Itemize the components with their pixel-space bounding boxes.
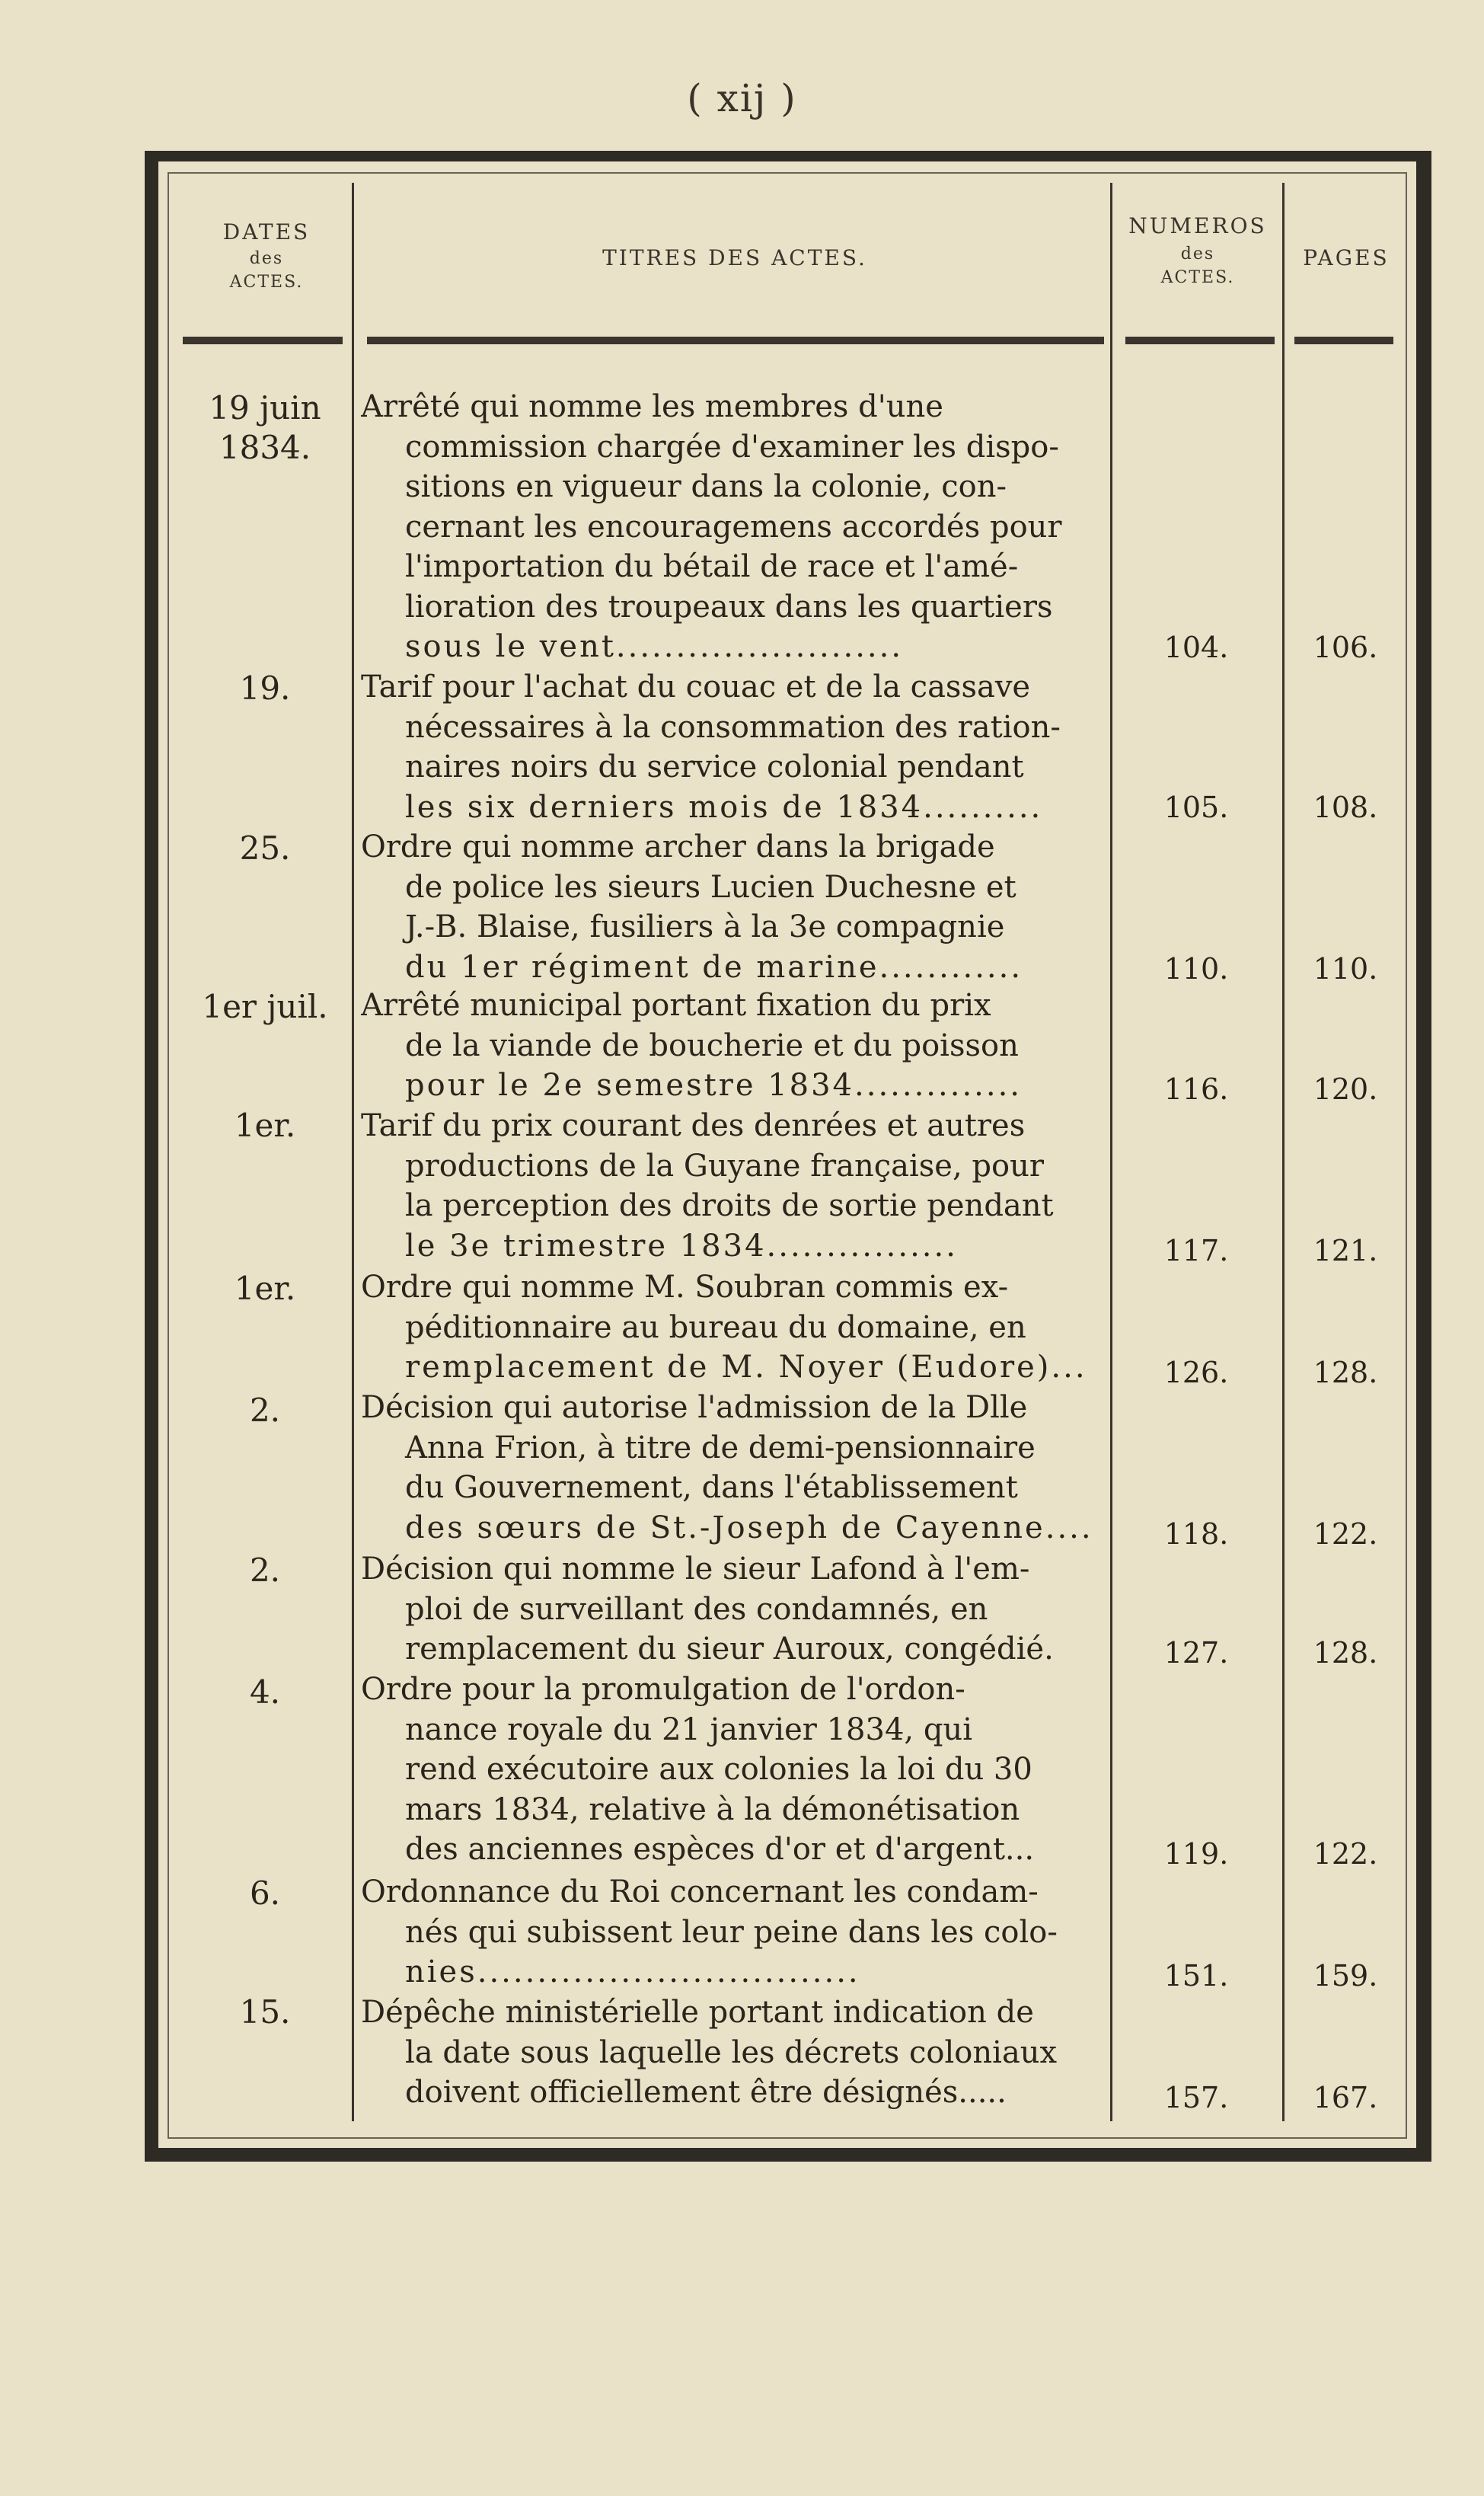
header-rule-dates [183,337,343,344]
numero-cell: 116. [1163,1072,1229,1106]
column-divider-numeros [1282,183,1285,2121]
header-rule-numeros [1125,337,1275,344]
title-line: productions de la Guyane française, pour [405,1148,1044,1184]
date-line: 2. [249,1552,281,1589]
header-rule-titres [367,337,1104,344]
date-line: 2. [249,1392,281,1429]
date-cell [181,1993,349,2032]
title-line: remplacement de M. Noyer (Eudore)... [405,1350,1087,1385]
header-pages [1285,245,1407,270]
title-line: nance royale du 21 janvier 1834, qui [405,1711,972,1747]
column-divider-dates [352,183,354,2121]
title-line: doivent officiellement être désignés..... [405,2075,1007,2110]
title-line: mars 1834, relative à la démonétisation [405,1791,1020,1827]
title-line: Tarif pour l'achat du couac et de la cassave [361,670,1031,705]
date-line: 4. [249,1673,281,1711]
title-line: lioration des troupeaux dans les quartiers [405,589,1053,625]
date-cell [181,1269,349,1309]
date-cell [181,1391,349,1430]
title-line: Tarif du prix courant des denrées et autres [361,1108,1026,1143]
title-line: Décision qui nomme le sieur Lafond à l'em- [361,1552,1030,1587]
header-numeros-line3: ACTES. [1160,268,1235,287]
title-line: commission chargée d'examiner les dispo- [405,429,1059,465]
page-cell: 122. [1313,1517,1378,1551]
page-cell: 128. [1313,1636,1378,1670]
numero-cell: 117. [1163,1234,1229,1267]
title-line: Décision qui autorise l'admission de la Dlle [361,1390,1028,1425]
date-cell [181,987,349,1027]
title-line: péditionnaire au bureau du domaine, en [405,1309,1026,1345]
title-line: Ordre pour la promulgation de l'ordon- [361,1672,965,1707]
title-cell [361,1670,1113,1870]
date-line: 1834. [219,429,311,466]
numero-cell: 118. [1163,1517,1229,1551]
title-line: Dépêche ministérielle portant indication de [361,1995,1034,2030]
page-cell: 120. [1313,1072,1378,1106]
date-cell [181,1551,349,1590]
title-line: pour le 2e semestre 1834.............. [405,1068,1023,1103]
numero-cell: 104. [1163,631,1229,664]
date-line: 19. [239,670,291,707]
title-cell [361,387,1113,667]
title-line: des sœurs de St.-Joseph de Cayenne.... [405,1510,1093,1545]
title-line: Ordonnance du Roi concernant les condam- [361,1874,1039,1910]
title-line: le 3e trimestre 1834................ [405,1228,958,1264]
title-line: naires noirs du service colonial pendant [405,749,1024,785]
title-line: les six derniers mois de 1834.......... [405,789,1043,825]
title-line: cernant les encouragemens accordés pour [405,509,1062,545]
header-rule-pages [1294,337,1393,344]
title-cell [361,667,1113,827]
date-line: 1er. [234,1107,296,1144]
date-line: 6. [249,1874,281,1912]
date-cell [181,1874,349,1913]
title-line: du 1er régiment de marine............ [405,949,1023,985]
title-line: sous le vent........................ [405,629,904,664]
page-cell: 106. [1313,631,1378,664]
title-line: Arrêté qui nomme les membres d'une [361,389,943,424]
title-line: des anciennes espèces d'or et d'argent... [405,1832,1035,1867]
numero-cell: 151. [1163,1959,1229,1993]
title-cell [361,1106,1113,1266]
date-line: 15. [239,1993,291,2031]
title-line: Arrêté municipal portant fixation du prix [361,988,991,1023]
title-line: nécessaires à la consommation des ration- [405,709,1061,745]
numero-cell: 127. [1163,1636,1229,1670]
title-line: la date sous laquelle les décrets coloniaux [405,2034,1058,2070]
title-line: J.-B. Blaise, fusiliers à la 3e compagnie [405,909,1005,944]
title-cell [361,1267,1113,1388]
header-dates-line1: DATES [222,219,311,244]
title-cell [361,827,1113,987]
header-dates-line3: ACTES. [229,273,304,292]
numero-cell: 119. [1163,1837,1229,1871]
header-dates [183,219,350,292]
date-cell [181,388,349,468]
title-cell [361,986,1113,1106]
date-line: 1er. [234,1270,296,1307]
title-line: rend exécutoire aux colonies la loi du 30 [405,1752,1032,1787]
title-line: de police les sieurs Lucien Duchesne et [405,869,1016,905]
title-cell [361,1872,1113,1993]
numero-cell: 126. [1163,1356,1229,1389]
page-cell: 110. [1313,952,1378,986]
title-line: l'importation du bétail de race et l'amé- [405,549,1019,584]
title-line: sitions en vigueur dans la colonie, con- [405,469,1007,504]
title-cell [361,1549,1113,1670]
date-cell [181,1106,349,1146]
title-line: la perception des droits de sortie pendant [405,1188,1054,1223]
page-cell: 167. [1313,2081,1378,2114]
title-line: Anna Frion, à titre de demi-pensionnaire [405,1430,1036,1465]
header-titres-text: TITRES DES ACTES. [602,245,867,270]
date-cell [181,669,349,708]
header-numeros [1113,213,1282,287]
title-line: Ordre qui nomme archer dans la brigade [361,829,995,864]
header-numeros-line2: des [1180,244,1215,264]
title-cell [361,1993,1113,2113]
date-line: 1er juil. [202,988,328,1025]
title-line: de la viande de boucherie et du poisson [405,1027,1019,1063]
numero-cell: 105. [1163,791,1229,824]
date-cell [181,829,349,868]
header-pages-text: PAGES [1303,245,1390,270]
page-cell: 121. [1313,1234,1378,1267]
page-cell: 108. [1313,791,1378,824]
page-folio: ( xij ) [687,76,797,120]
title-line: nies................................ [405,1954,860,1989]
title-line: remplacement du sieur Auroux, congédié. [405,1632,1054,1667]
date-cell [181,1673,349,1712]
date-line: 25. [239,829,291,867]
header-dates-line2: des [249,249,284,268]
header-numeros-line1: NUMEROS [1128,213,1267,238]
page-cell: 128. [1313,1356,1378,1389]
title-cell [361,1388,1113,1548]
numero-cell: 157. [1163,2081,1229,2114]
page-cell: 122. [1313,1837,1378,1871]
title-line: Ordre qui nomme M. Soubran commis ex- [361,1270,1009,1305]
title-line: nés qui subissent leur peine dans les colo- [405,1914,1058,1950]
page-cell: 159. [1313,1959,1378,1993]
date-line: 19 juin [209,389,321,427]
header-titres [358,245,1112,270]
title-line: ploi de surveillant des condamnés, en [405,1591,988,1627]
title-line: du Gouvernement, dans l'établissement [405,1470,1018,1505]
numero-cell: 110. [1163,952,1229,986]
